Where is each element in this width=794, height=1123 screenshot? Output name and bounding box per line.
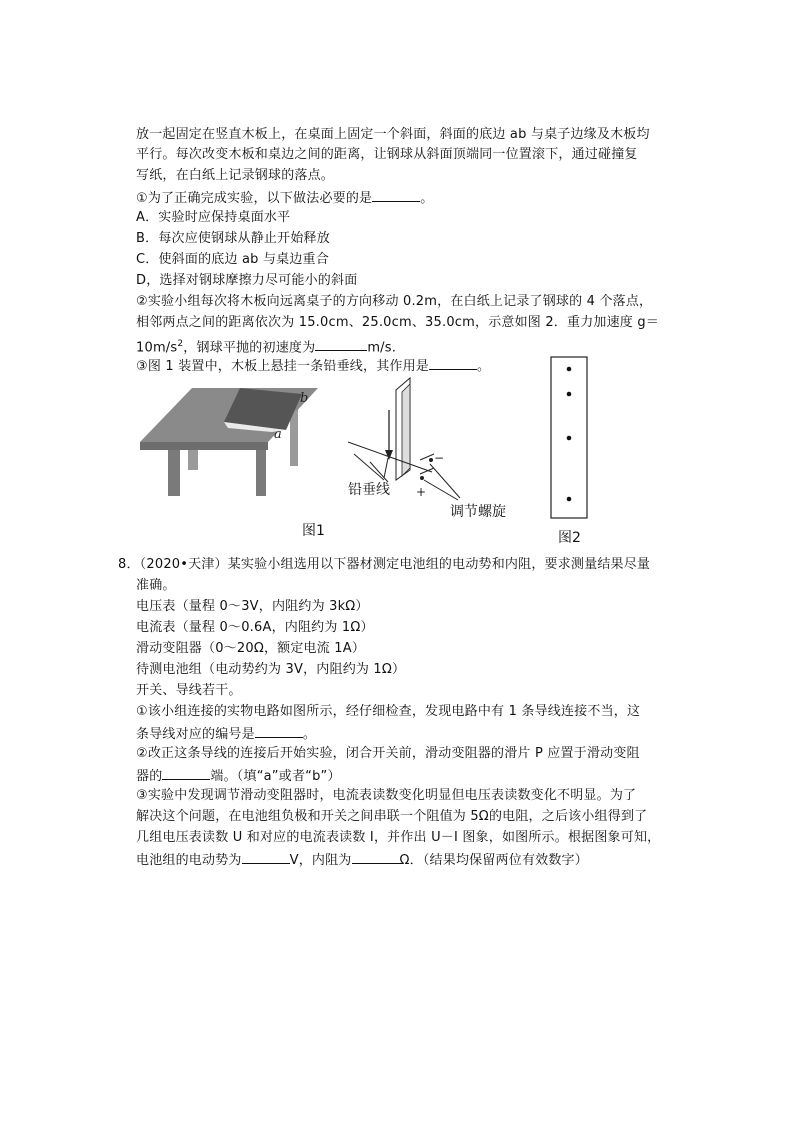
q8-part3-line-1: ③实验中发现调节滑动变阻器时，电流表读数变化明显但电压表读数变化不明显。为了 [136, 788, 637, 803]
q8-part3-text: 电池组的电动势为 [136, 853, 242, 868]
equipment-switch: 开关、导线若干。 [136, 683, 242, 698]
fig1-caption: 图1 [302, 523, 325, 539]
q8-part1-end: 。 [302, 727, 317, 742]
q8-line-2: 准确。 [136, 578, 176, 593]
q8-part2-line-2 [136, 765, 341, 787]
table-leg [256, 450, 266, 496]
answer-blank[interactable] [352, 849, 400, 864]
unit-text: m/s. [367, 340, 397, 356]
plumb-leader [384, 458, 388, 478]
screw-label: 调节螺旋 [450, 504, 506, 520]
q8-line-1: 8．（2020•天津）某实验小组选用以下器材测定电池组的电动势和内阻，要求测量结果尽量 [118, 557, 651, 572]
superscript: 2 [177, 339, 184, 349]
q7-part2-line-1: ②实验小组每次将木板向远离桌子的方向移动 0.2m，在白纸上记录了钢球的 4 个落点， [136, 294, 653, 309]
q7-intro-line-2: 平行。每次改变木板和桌边之间的距离，让钢球从斜面顶端同一位置滚下，通过碰撞复 [136, 147, 638, 162]
q7-part1 [136, 187, 433, 209]
q7-part2-line-2: 相邻两点之间的距离依次为 15.0cm、25.0cm、35.0cm，示意如图 2．重力加速度 g＝ [136, 315, 659, 330]
table-edge [140, 442, 268, 450]
landing-point [567, 497, 572, 502]
plumb-bob-icon [385, 450, 393, 460]
q8-part1-line-2 [136, 723, 316, 745]
table-leg [188, 450, 198, 470]
answer-blank[interactable] [372, 187, 420, 202]
answer-blank[interactable] [255, 723, 303, 738]
q8-part3-line-2: 解决这个问题，在电池组负极和开关之间串联一个阻值为 5Ω的电阻，之后该小组得到了 [136, 809, 648, 824]
screw-dot [420, 476, 424, 480]
q7-part1-text: ①为了正确完成实验，以下做法必要的是 [136, 191, 373, 206]
q7-part3-end: 。 [477, 359, 491, 374]
table-leg [168, 450, 180, 496]
equipment-voltmeter: 电压表（量程 0～3V，内阻约为 3kΩ） [136, 599, 369, 614]
answer-blank[interactable] [429, 355, 477, 370]
landing-points-figure [550, 356, 590, 520]
q7-intro-line-1: 放一起固定在竖直木板上，在桌面上固定一个斜面，斜面的底边 ab 与桌子边缘及木板均 [136, 127, 650, 142]
q8-part3-end: Ω．（结果均保留两位有效数字） [399, 853, 588, 868]
q8-part3-line-4 [136, 849, 588, 871]
screw-dot [429, 458, 433, 462]
q8-part2-end: 端。（填“a”或者“b”） [210, 769, 341, 784]
plumb-label: 铅垂线 [348, 482, 390, 498]
equipment-ammeter: 电流表（量程 0～0.6A，内阻约为 1Ω） [136, 620, 374, 635]
q8-part1-line-1: ①该小组连接的实物电路如图所示，经仔细检查，发现电路中有 1 条导线连接不当，这 [136, 704, 641, 719]
fig2-caption: 图2 [558, 530, 581, 546]
table-leg [290, 410, 298, 466]
q8-part3-line-3: 几组电压表读数 U 和对应的电流表读数 I，并作出 U－I 图象，如图所示。根据图象可知， [136, 830, 661, 845]
q7-part2-text: ，钢球平抛的初速度为 [183, 340, 316, 356]
unit-text: 10m/s [136, 340, 178, 356]
option-d: D，选择对钢球摩擦力尽可能小的斜面 [136, 273, 358, 288]
q7-part3-text: ③图 1 装置中，木板上悬挂一条铅垂线，其作用是 [136, 359, 429, 374]
minus-mark: − [434, 451, 445, 465]
q8-part1-text: 条导线对应的编号是 [136, 727, 255, 742]
q8-part2-line-1: ②改正这条导线的连接后开始实验，闭合开关前，滑动变阻器的滑片 P 应置于滑动变阻 [136, 746, 640, 761]
option-b: B．每次应使钢球从静止开始释放 [136, 231, 330, 246]
answer-blank[interactable] [162, 765, 210, 780]
board-plumb-figure [340, 370, 510, 525]
option-c: C．使斜面的底边 ab 与桌边重合 [136, 252, 329, 267]
landing-point [567, 367, 572, 372]
equipment-rheostat: 滑动变阻器（0～20Ω，额定电流 1A） [136, 641, 366, 656]
option-a: A．实验时应保持桌面水平 [136, 210, 291, 225]
q7-intro-line-3: 写纸，在白纸上记录钢球的落点。 [136, 168, 335, 183]
landing-point [567, 436, 572, 441]
landing-point [567, 392, 572, 397]
q8-part2-text: 器的 [136, 769, 163, 784]
answer-blank[interactable] [315, 336, 367, 351]
label-b: b [300, 391, 309, 406]
label-a: a [274, 427, 282, 442]
answer-blank[interactable] [242, 849, 290, 864]
unit-text: V，内阻为 [289, 853, 352, 868]
table-incline-figure [140, 380, 320, 500]
plus-mark: + [416, 485, 427, 499]
q7-part1-end: 。 [420, 191, 434, 206]
equipment-battery: 待测电池组（电动势约为 3V，内阻约为 1Ω） [136, 662, 406, 677]
base-line [354, 454, 384, 480]
base-line [348, 442, 432, 472]
